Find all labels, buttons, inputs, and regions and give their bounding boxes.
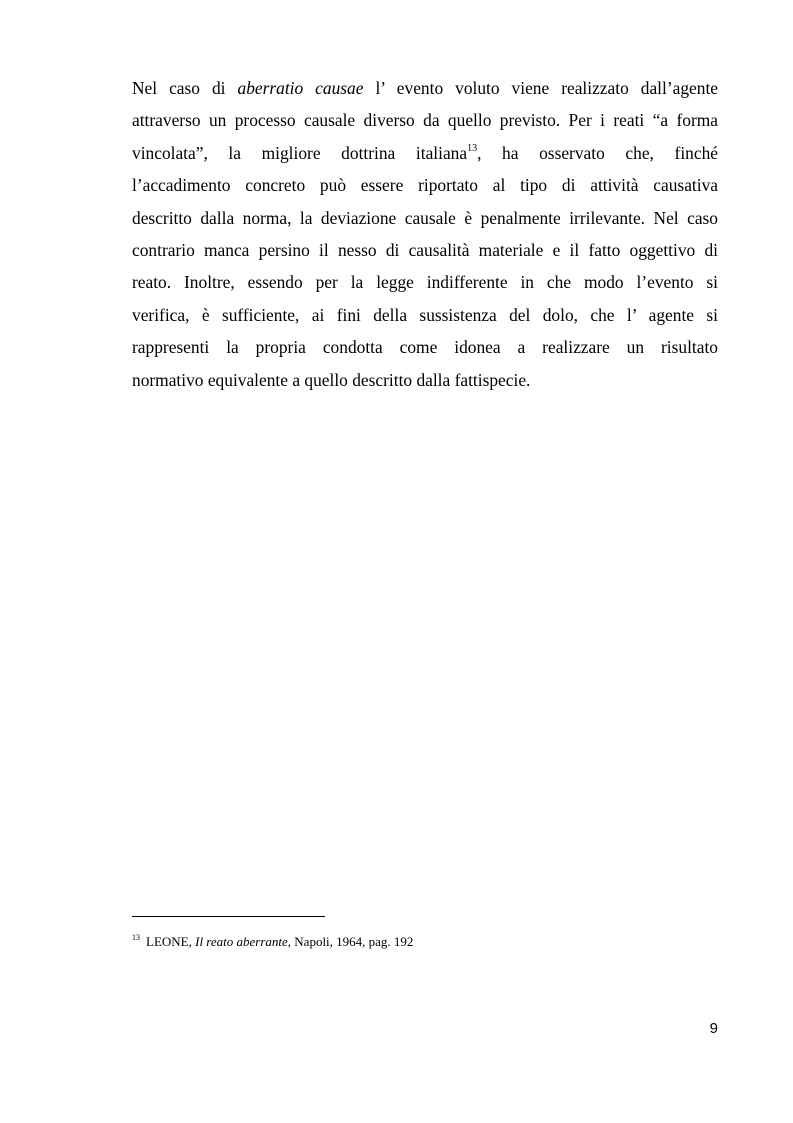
footnote-title: Il reato aberrante bbox=[195, 934, 288, 949]
paragraph-line: contrario manca persino il nesso di causalità materiale e il fatto oggettivo di bbox=[132, 239, 718, 260]
italic-latin-term: aberratio causae bbox=[237, 78, 364, 98]
text-segment: Nel caso di bbox=[132, 78, 238, 98]
footnote-citation: , Napoli, 1964, pag. 192 bbox=[287, 934, 414, 949]
body-paragraph bbox=[132, 72, 718, 396]
paragraph-line bbox=[132, 137, 718, 169]
paragraph-line: descritto dalla norma, la deviazione causale è penalmente irrilevante. Nel caso bbox=[132, 207, 718, 228]
paragraph-line: verifica, è sufficiente, ai fini della sussistenza del dolo, che l’ agente si bbox=[132, 304, 718, 325]
text-segment: vincolata”, la migliore dottrina italiana bbox=[132, 142, 468, 163]
paragraph-line: l’accadimento concreto può essere riportato al tipo di attività causativa bbox=[132, 175, 718, 196]
footnote-divider bbox=[132, 916, 325, 917]
paragraph-line: normativo equivalente a quello descritto dalla fattispecie. bbox=[132, 369, 531, 390]
paragraph-line: rappresenti la propria condotta come idonea a realizzare un risultato bbox=[132, 337, 718, 358]
paragraph-line: attraverso un processo causale diverso da quello previsto. Per i reati “a forma bbox=[132, 110, 718, 131]
footnote-reference: 13 bbox=[467, 142, 478, 154]
page-number: 9 bbox=[709, 1020, 718, 1037]
footnote-author: LEONE, bbox=[146, 934, 196, 949]
paragraph-line bbox=[132, 72, 718, 104]
text-segment: , ha osservato che, finché bbox=[477, 142, 718, 163]
footnote-number: 13 bbox=[132, 933, 140, 942]
footnote bbox=[132, 933, 413, 951]
text-segment: l’ evento voluto viene realizzato dall’agente bbox=[363, 78, 719, 98]
paragraph-line: reato. Inoltre, essendo per la legge indifferente in che modo l’evento si bbox=[132, 272, 718, 293]
